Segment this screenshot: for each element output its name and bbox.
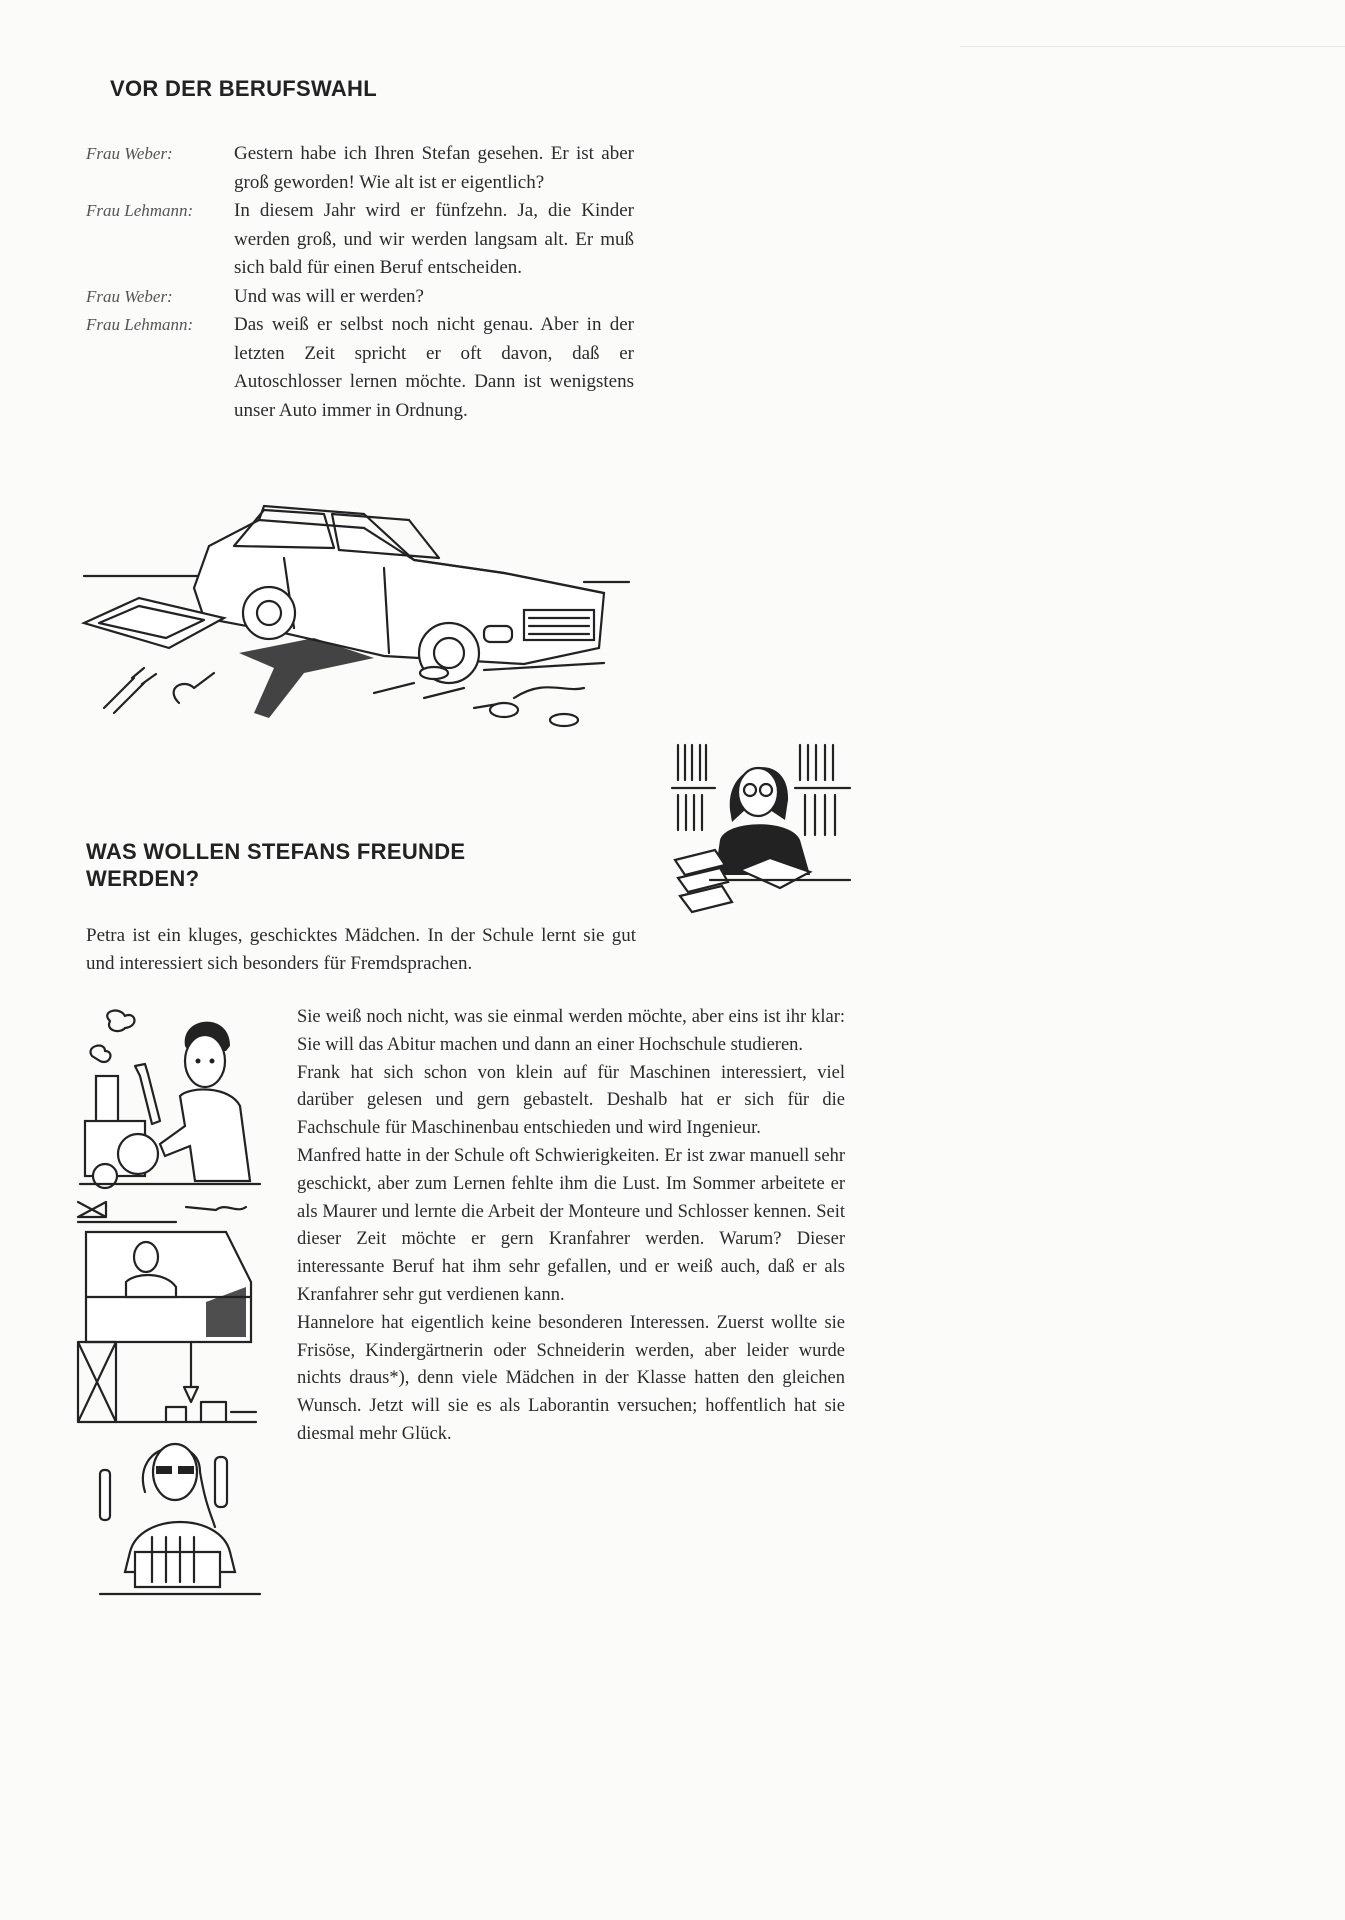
dialogue-line [86, 140, 646, 197]
speaker: Frau Lehmann: [86, 315, 194, 334]
scan-edge-line [960, 46, 1345, 47]
petra-reading-illustration [670, 740, 855, 925]
body-text [297, 1004, 845, 1449]
dialogue-line [86, 283, 646, 312]
paragraph-manfred: Manfred hatte in der Schule oft Schwierigkeiten. Er ist zwar manuell sehr geschickt, aber zum Lernen fehlte ihm die Lust. Im Sommer arbeitete er als Maurer und lernte die Arbeit der Monteure und Schlosser kennen. Seit dieser Zeit möchte er gern Kranfahrer werden. Warum? Dieser interessante Beruf hat ihm sehr gefallen, und er weiß auch, daß er als Kranfahrer sehr gut verdienen kann. [297, 1145, 845, 1305]
car-repair-illustration [84, 488, 634, 738]
dialogue [86, 140, 646, 425]
frank-engineer-illustration [80, 1006, 265, 1191]
page-title: VOR DER BERUFSWAHL [110, 76, 377, 101]
paragraph-hannelore: Hannelore hat eigentlich keine besonderen Interessen. Zuerst wollte sie Frisöse, Kindergärtnerin oder Schneiderin werden, aber leider wurde nichts draus*), denn viele Mädchen in der Klasse hatten den gleichen Wunsch. Jetzt will sie es als Laborantin versuchen; hoffentlich hat sie diesmal mehr Glück. [297, 1312, 845, 1444]
paragraph-petra: Sie weiß noch nicht, was sie einmal werden möchte, aber eins ist ihr klar: Sie will das Abitur machen und dann an einer Hochschule studieren. [297, 1007, 845, 1055]
speech: In diesem Jahr wird er fünfzehn. Ja, die Kinder werden groß, und wir werden langsam alt. Er muß sich bald für einen Beruf entscheiden. [234, 200, 634, 278]
speaker: Frau Weber: [86, 144, 173, 163]
section-title: WAS WOLLEN STEFANS FREUNDE WERDEN? [86, 839, 466, 891]
speaker: Frau Weber: [86, 286, 173, 306]
intro-paragraph: Petra ist ein kluges, geschicktes Mädchen. In der Schule lernt sie gut und interessiert sich besonders für Fremdsprachen. [86, 925, 636, 974]
hannelore-lab-illustration [90, 1432, 265, 1600]
dialogue-line [86, 197, 646, 283]
speech: Und was will er werden? [234, 285, 424, 307]
manfred-crane-illustration [76, 1202, 261, 1424]
speech: Gestern habe ich Ihren Stefan gesehen. Er ist aber groß geworden! Wie alt ist er eigentlich? [234, 143, 634, 193]
dialogue-line [86, 311, 646, 425]
speech: Das weiß er selbst noch nicht genau. Aber in der letzten Zeit spricht er oft davon, daß er Autoschlosser lernen möchte. Dann ist wenigstens unser Auto immer in Ordnung. [234, 314, 634, 421]
paragraph-frank: Frank hat sich schon von klein auf für Maschinen interessiert, viel darüber gelesen und gern gebastelt. Deshalb hat er sich für die Fachschule für Maschinenbau entschieden und wird Ingenieur. [297, 1062, 845, 1139]
speaker: Frau Lehmann: [86, 201, 194, 220]
